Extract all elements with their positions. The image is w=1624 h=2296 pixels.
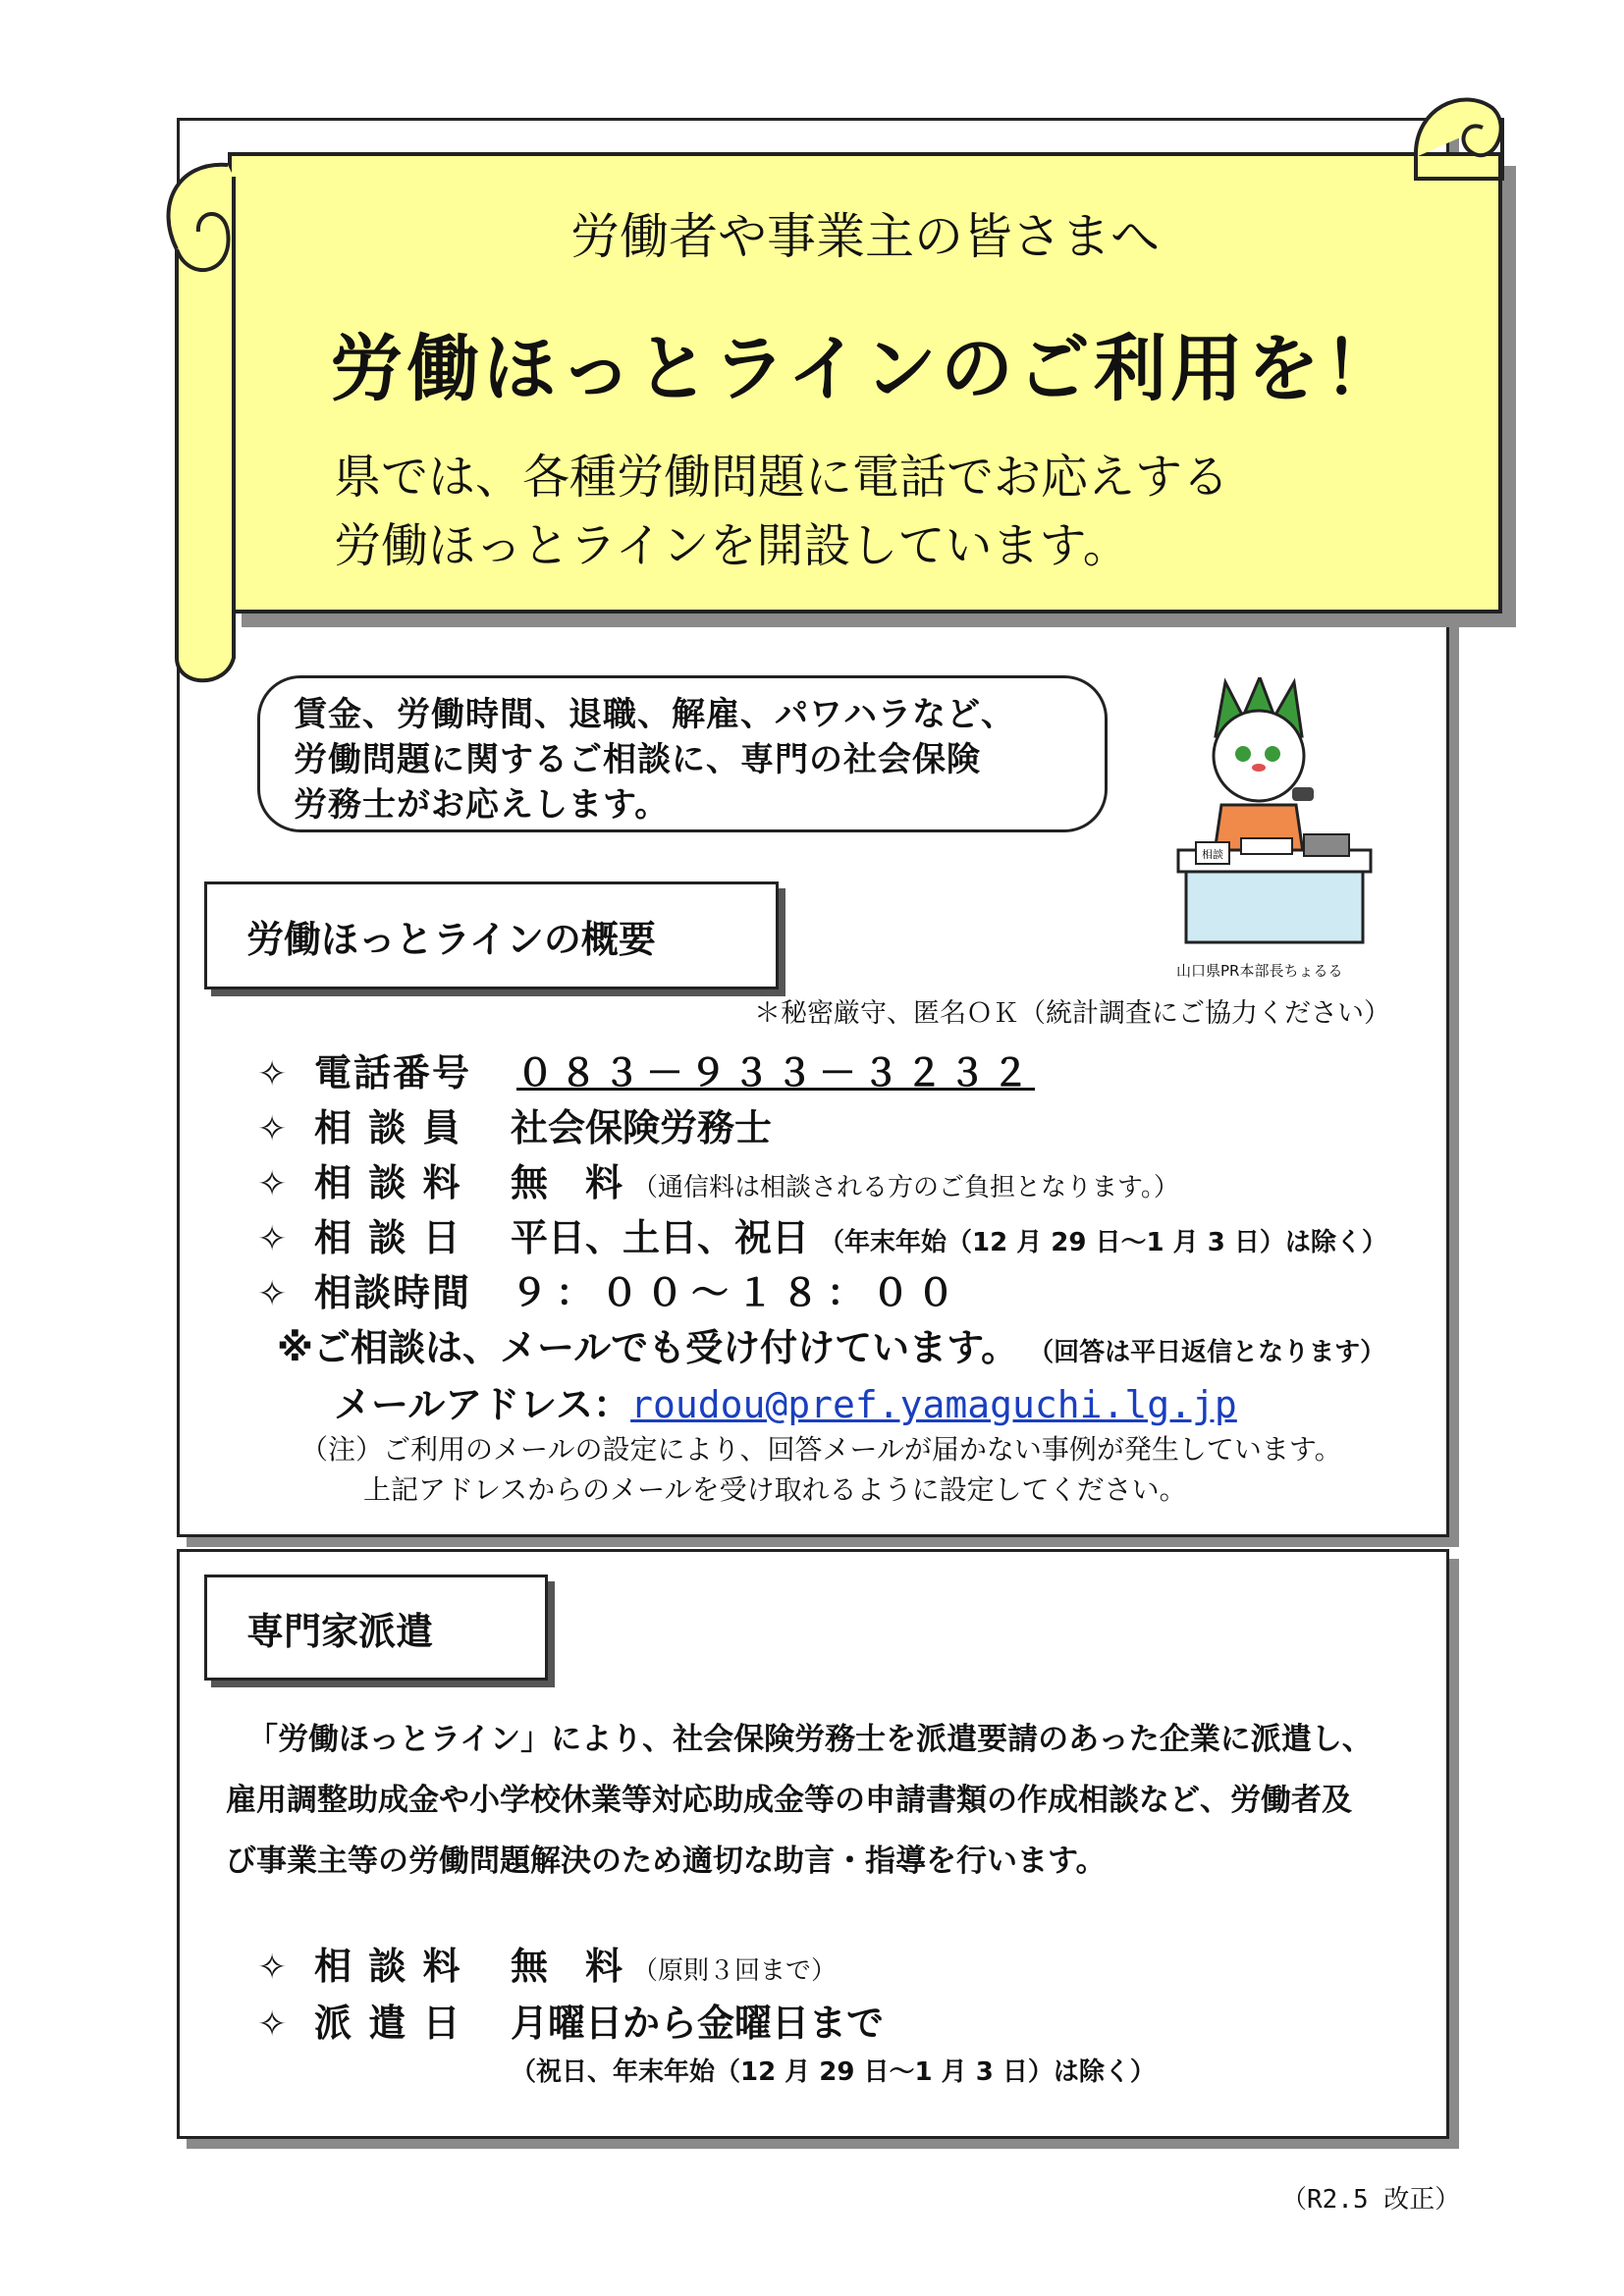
banner-desc-line1: 県では、各種労働問題に電話でお応えする bbox=[334, 450, 1230, 505]
item-value: 無 料 bbox=[511, 1945, 623, 1988]
item-value: 平日、土日、祝日 bbox=[511, 1216, 810, 1259]
item-note: （通信料は相談される方のご負担となります。） bbox=[632, 1173, 1179, 1202]
item-label: 相 談 日 bbox=[314, 1216, 462, 1259]
item-note: （原則３回まで） bbox=[632, 1956, 838, 1986]
dispatch-item-days bbox=[257, 1993, 884, 2047]
mail-notice bbox=[277, 1317, 1385, 1371]
bubble-line3: 労務士がお応えします。 bbox=[294, 785, 670, 825]
dispatch-sub-note: （祝日、年末年始（12 月 29 日～1 月 3 日）は除く） bbox=[511, 2057, 1156, 2087]
item-note: （年末年始（12 月 29 日～1 月 3 日）は除く） bbox=[819, 1228, 1387, 1257]
item-value: 社会保険労務士 bbox=[511, 1106, 773, 1149]
banner-subtitle: 労働者や事業主の皆さまへ bbox=[570, 208, 1160, 265]
mail-notice-text: ※ご相談は、メールでも受け付けています。 bbox=[277, 1326, 1019, 1369]
mail-notice-note: （回答は平日返信となります） bbox=[1028, 1338, 1386, 1367]
desk-sign-text: 相談 bbox=[1202, 848, 1223, 861]
item-label: 相 談 料 bbox=[314, 1161, 462, 1204]
item-label: 相談時間 bbox=[314, 1271, 472, 1314]
caution-line1: （注）ご利用のメールの設定により、回答メールが届かない事例が発生しています。 bbox=[300, 1433, 1342, 1466]
item-value: 無 料 bbox=[511, 1161, 623, 1204]
sparkle-bullet-icon: ✧ bbox=[257, 1274, 288, 1314]
sparkle-bullet-icon: ✧ bbox=[257, 1219, 288, 1259]
item-days bbox=[257, 1207, 1387, 1261]
item-fee bbox=[257, 1152, 1179, 1206]
item-label: 電話番号 bbox=[314, 1051, 472, 1095]
scroll-left-curl bbox=[147, 147, 245, 697]
dispatch-para-line3: び事業主等の労働問題解決のため適切な助言・指導を行います。 bbox=[226, 1843, 1107, 1879]
item-label: 相 談 員 bbox=[314, 1106, 462, 1149]
banner-title: 労働ほっとラインのご利用を！ bbox=[330, 327, 1400, 411]
sparkle-bullet-icon: ✧ bbox=[257, 1054, 288, 1095]
scroll-right-curl bbox=[1404, 79, 1512, 187]
speech-bubble bbox=[257, 675, 1108, 832]
dispatch-item-fee bbox=[257, 1936, 837, 1990]
sparkle-bullet-icon: ✧ bbox=[257, 2004, 288, 2045]
sparkle-bullet-icon: ✧ bbox=[257, 1948, 288, 1988]
confidential-note: ＊秘密厳守、匿名ＯＫ（統計調査にご協力ください） bbox=[754, 998, 1390, 1029]
overview-heading: 労働ほっとラインの概要 bbox=[204, 881, 779, 989]
mail-address-row bbox=[334, 1374, 1237, 1428]
dispatch-para-line2: 雇用調整助成金や小学校休業等対応助成金等の申請書類の作成相談など、労働者及 bbox=[226, 1783, 1352, 1818]
caution-line2: 上記アドレスからのメールを受け取れるように設定してください。 bbox=[363, 1473, 1187, 1506]
dispatch-para-line1: 「労働ほっとライン」により、社会保険労務士を派遣要請のあった企業に派遣し、 bbox=[247, 1722, 1373, 1757]
mail-address-link[interactable]: roudou@pref.yamaguchi.lg.jp bbox=[630, 1383, 1237, 1426]
bubble-line1: 賃金、労働時間、退職、解雇、パワハラなど、 bbox=[294, 695, 1015, 734]
title-banner bbox=[228, 152, 1502, 614]
item-phone bbox=[257, 1042, 1035, 1096]
sparkle-bullet-icon: ✧ bbox=[257, 1164, 288, 1204]
item-label: 派 遣 日 bbox=[314, 2002, 462, 2045]
sparkle-bullet-icon: ✧ bbox=[257, 1109, 288, 1149]
bubble-line2: 労働問題に関するご相談に、専門の社会保険 bbox=[294, 740, 981, 779]
banner-desc-line2: 労働ほっとラインを開設しています。 bbox=[334, 518, 1130, 573]
item-consultant bbox=[257, 1097, 772, 1151]
dispatch-heading: 専門家派遣 bbox=[204, 1575, 548, 1681]
mascot-caption: 山口県PR本部長ちょるる bbox=[1176, 962, 1343, 980]
mail-label: メールアドレス： bbox=[334, 1383, 631, 1426]
phone-number[interactable]: ０８３－９３３－３２３２ bbox=[516, 1051, 1036, 1095]
item-hours bbox=[257, 1262, 962, 1316]
item-value: 月曜日から金曜日まで bbox=[511, 2002, 885, 2045]
item-label: 相 談 料 bbox=[314, 1945, 462, 1988]
revision-footer: （R2.5 改正） bbox=[1281, 2185, 1461, 2215]
item-value: ９：００～１８：００ bbox=[511, 1271, 963, 1314]
mascot-choruru-illustration bbox=[1157, 677, 1382, 962]
